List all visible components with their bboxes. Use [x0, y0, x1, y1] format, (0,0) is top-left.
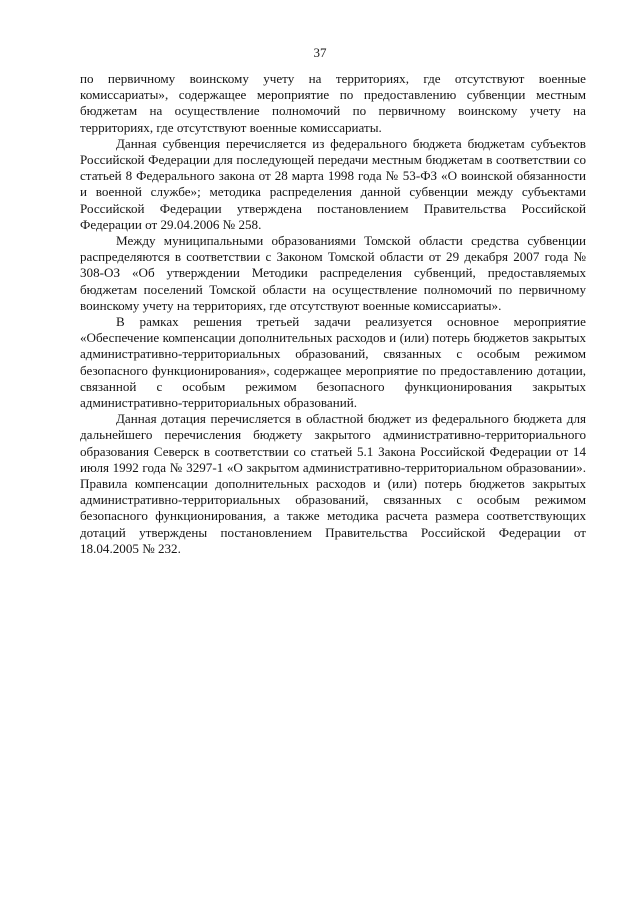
paragraph-subvention-transfer: Данная субвенция перечисляется из федерального бюджета бюджетам субъектов Российской Федерации для последующей передачи местным бюджетам в соответствии со статьей 8 Федерального закона от 28 марта 1998 года № 53-ФЗ «О воинской обязанности и военной службе»; методика распределения данной субвенции между субъектами Российской Федерации утверждена постановлением Правительства Российской Федерации от 29.04.2006 № 258. — [80, 135, 586, 232]
paragraph-grant-transfer: Данная дотация перечисляется в областной бюджет из федерального бюджета для дальнейшего перечисления бюджету закрытого административно-территориального образования Северск в соответствии со статьей 5.1 Закона Российской Федерации от 14 июля 1992 года № 3297-1 «О закрытом административно-территориальном образовании». Правила компенсации дополнительных расходов и (или) потерь бюджетов закрытых административно-территориальных образований, связанных с особым режимом безопасного функционирования, а также методика расчета размера соответствующих дотаций утверждены постановлением Правительства Российской Федерации от 18.04.2005 № 232. — [80, 411, 586, 556]
paragraph-third-task: В рамках решения третьей задачи реализуется основное мероприятие «Обеспечение компенсации дополнительных расходов и (или) потерь бюджетов закрытых административно-территориальных образований, связанных с особым режимом безопасного функционирования», содержащее мероприятие по предоставлению дотации, связанной с особым режимом безопасного функционирования закрытых административно-территориальных образований. — [80, 314, 586, 411]
paragraph-continuation: по первичному воинскому учету на территориях, где отсутствуют военные комиссариаты», содержащее мероприятие по предоставлению субвенции местным бюджетам на осуществление полномочий по первичному воинскому учету на территориях, где отсутствуют военные комиссариаты. — [80, 71, 586, 135]
document-body — [80, 71, 586, 557]
paragraph-municipal-distribution: Между муниципальными образованиями Томской области средства субвенции распределяются в соответствии с Законом Томской области от 29 декабря 2007 года № 308-ОЗ «Об утверждении Методики распределения субвенций, предоставляемых бюджетам поселений Томской области на осуществление полномочий по первичному воинскому учету на территориях, где отсутствуют военные комиссариаты». — [80, 233, 586, 313]
page-number: 37 — [313, 45, 327, 60]
